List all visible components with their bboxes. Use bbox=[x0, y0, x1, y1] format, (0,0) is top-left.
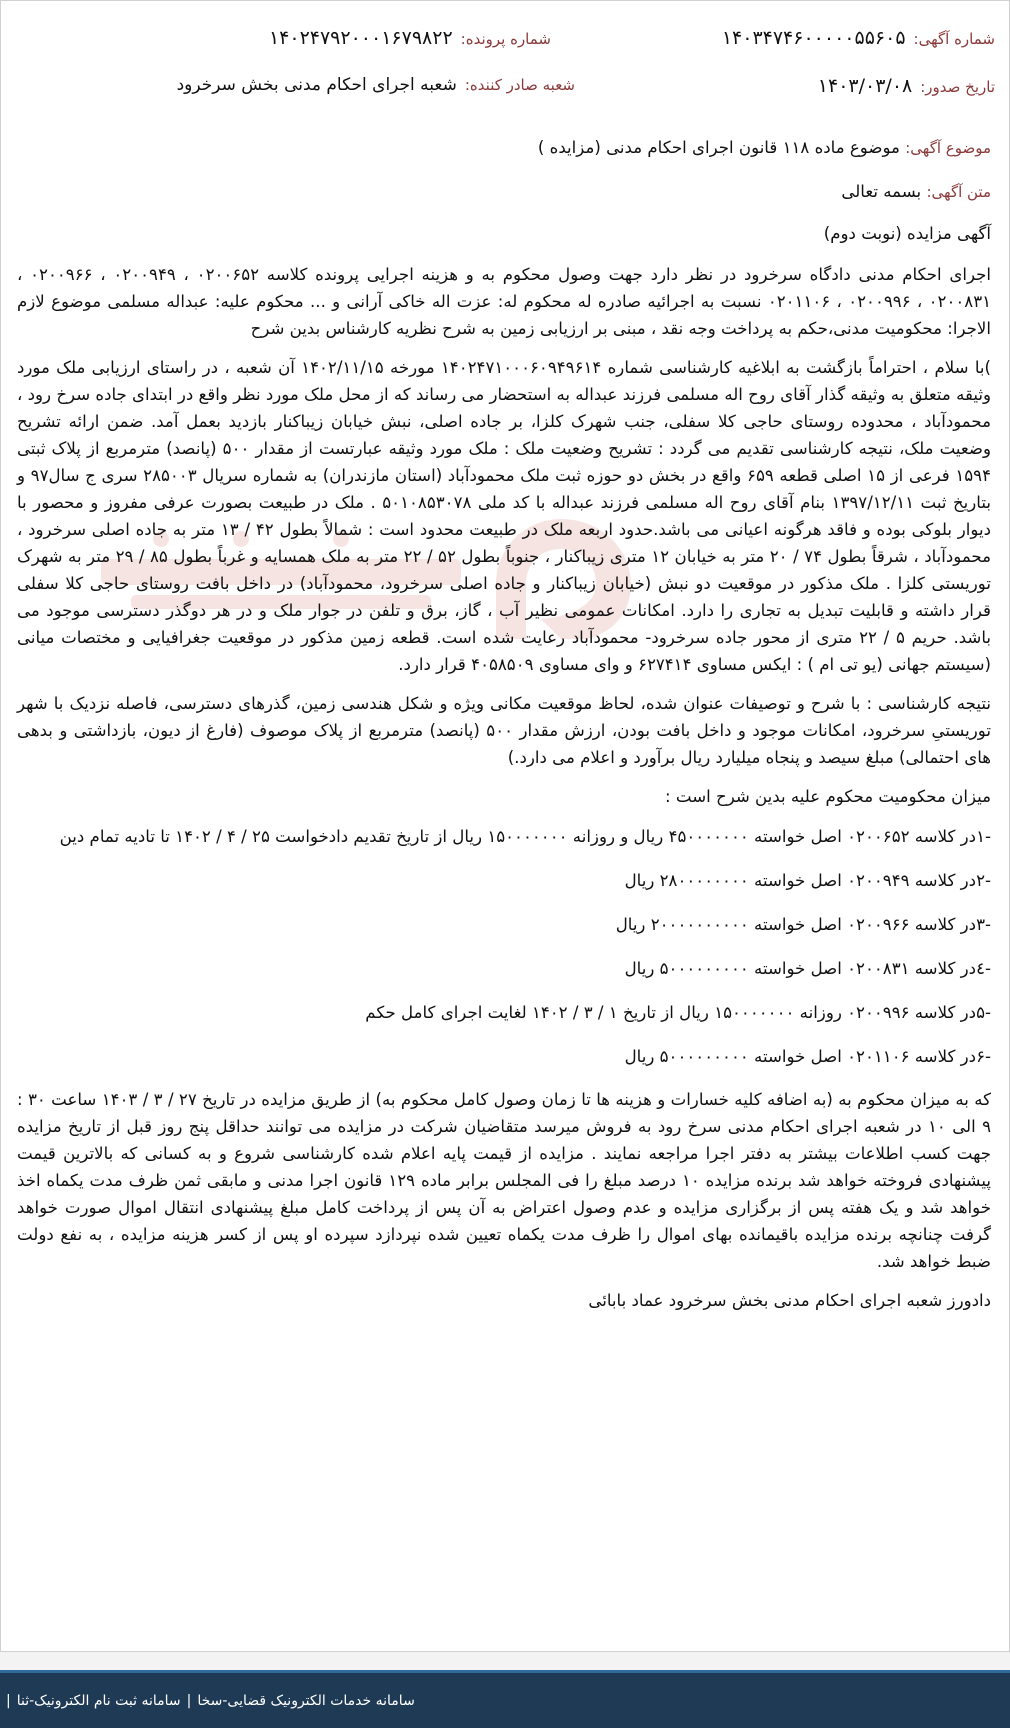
case-number-label: شماره پرونده: bbox=[460, 30, 551, 48]
footer-separator-end: | bbox=[6, 1692, 11, 1709]
footer-bar bbox=[0, 1670, 1010, 1728]
notice-body bbox=[17, 133, 991, 1326]
issue-date: ۱۴۰۳/۰۳/۰۸ bbox=[817, 75, 913, 97]
subject-value: موضوع ماده ۱۱۸ قانون اجرای احکام مدنی (مزایده ) bbox=[537, 138, 900, 157]
judgment-list-heading: میزان محکومیت محکوم علیه بدین شرح است : bbox=[665, 787, 991, 806]
footer-link-sakha[interactable]: سامانه خدمات الکترونیک قضایی-سخا bbox=[197, 1692, 415, 1709]
issue-date-label: تاریخ صدور: bbox=[920, 78, 995, 96]
judgment-item-4: -٤در کلاسه ۰۲۰۰۸۳۱ اصل خواسته ۵۰۰۰۰۰۰۰۰۰ ریال bbox=[624, 959, 991, 978]
body-intro-value: بسمه تعالی bbox=[841, 182, 922, 201]
issuer-label: شعبه صادر کننده: bbox=[464, 76, 575, 94]
judgment-item-5: -۵در کلاسه ۰۲۰۰۹۹۶ روزانه ۱۵۰۰۰۰۰۰۰ ریال از تاریخ ۱ / ۳ / ۱۴۰۲ لغایت اجرای کامل حکم bbox=[365, 1003, 991, 1022]
judgment-item-6: -۶در کلاسه ۰۲۰۱۱۰۶ اصل خواسته ۵۰۰۰۰۰۰۰۰۰ ریال bbox=[624, 1047, 991, 1066]
subject-line bbox=[17, 133, 991, 163]
signature: دادورز شعبه اجرای احکام مدنی بخش سرخرود عماد بابائی bbox=[588, 1291, 991, 1310]
issuer: شعبه اجرای احکام مدنی بخش سرخرود bbox=[176, 75, 457, 95]
notice-title: آگهی مزایده (نوبت دوم) bbox=[823, 224, 991, 243]
case-number: ۱۴۰۲۴۷۹۲۰۰۰۱۶۷۹۸۲۲ bbox=[268, 27, 453, 49]
paragraph-intro: اجرای احکام مدنی دادگاه سرخرود در نظر دارد جهت وصول محکوم به و هزینه اجرایی پرونده کلاسه ۰۲۰۰۶۵۲ ، ۰۲۰۰۹۴۹ ، ۰۲۰۰۹۶۶ ، ۰۲۰۰۸۳۱ ، ۰۲۰۰۹۹۶ ، ۰۲۰۱۱۰۶ نسبت به اجرائیه صادره له محکوم له: عزت اله خاکی آرانی و ... محکوم علیه: عبداله مسلمی موضوع لازم الاجرا: محکومیت مدنی،حکم به پرداخت وجه نقد ، مبنی بر ارزیابی زمین به شرح نظریه کارشناس بدین شرح bbox=[17, 265, 992, 338]
footer-link-sana[interactable]: سامانه ثبت نام الکترونیک-ثنا bbox=[16, 1692, 181, 1709]
notice-number-row bbox=[722, 27, 995, 49]
judgment-item-3: -۳در کلاسه ۰۲۰۰۹۶۶ اصل خواسته ۲۰۰۰۰۰۰۰۰۰۰ ریال bbox=[615, 915, 991, 934]
judgment-item-2: -۲در کلاسه ۰۲۰۰۹۴۹ اصل خواسته ۲۸۰۰۰۰۰۰۰۰ ریال bbox=[624, 871, 991, 890]
issuer-row bbox=[177, 75, 575, 95]
subject-label: موضوع آگهی: bbox=[905, 139, 991, 157]
case-number-row bbox=[269, 27, 551, 49]
notice-number-label: شماره آگهی: bbox=[913, 30, 995, 48]
notice-number: ۱۴۰۳۴۷۴۶۰۰۰۰۰۵۵۶۰۵ bbox=[721, 27, 906, 49]
issue-date-row bbox=[818, 75, 995, 97]
closing-paragraph: که به میزان محکوم به (به اضافه کلیه خسارات و هزینه ها تا زمان وصول کامل محکوم به) از طریق مزایده در تاریخ ۲۷ / ۳ / ۱۴۰۳ ساعت ۳۰ : ۹ الی ۱۰ در شعبه اجرای احکام مدنی سرخ رود به فروش میرسد متقاضیان شرکت در مزایده می توانند حداقل پنج روز قبل از تاریخ مزایده جهت کسب اطلاعات بیشتر به دفتر اجرا مراجعه نمایند . مزایده از قیمت پایه اعلام شده کارشناسی شروع و به کسانی که بالاترین قیمت پیشنهادی فروخته خواهد شد برنده مزایده ۱۰ درصد مبلغ را فی المجلس برابر ماده ۱۲۹ قانون اجرا مدنی و مابقی ثمن ظرف مدت یکماه اخذ خواهد شد و یک هفته پس از برگزاری مزایده و عدم وصول اعتراض به آن پس از پرداخت کامل مبلغ پیشنهادی انتقال اموال صورت خواهد گرفت چنانچه برنده مزایده باقیمانده بهای اموال را ظرف مدت یکماه تعیین شده نپردازد سپرده او پس از کسر هزینه مزایده ، به نفع دولت ضبط خواهد شد. bbox=[17, 1090, 992, 1271]
body-intro-label: متن آگهی: bbox=[926, 183, 991, 201]
footer-separator: | bbox=[186, 1692, 192, 1709]
paragraph-expert-result: نتیجه کارشناسی : با شرح و توصیفات عنوان شده، لحاظ موقعیت مکانی ویژه و شکل هندسی زمین، گذرهای دسترسی، فاصله نزدیک با شهر توریستیِ سرخرود، امکانات موجود و داخل بافت بودن، ارزش مقدار ۵۰۰ (پانصد) مترمربع از پلاک موصوف (فارغ از دیون، بازداشتی و بدهی های احتمالی) مبلغ سیصد و پنجاه میلیارد ریال برآورد و اعلام می دارد.) bbox=[17, 694, 991, 767]
paragraph-expert-report: )با سلام ، احتراماً بازگشت به ابلاغیه کارشناسی شماره ۱۴۰۲۴۷۱۰۰۰۶۰۹۴۹۶۱۴ مورخه ۱۴۰۲/۱۱/۱۵ آن شعبه ، در راستای ارزیابی ملک مورد وثیقه متعلق به وثیقه گذار آقای روح اله مسلمی فرزند عبداله به استحضار می رساند که از محل ملک مورد نظر واقع در ابتدای جاده سرخ رود ، محمودآباد ، محدوده روستای حاجی کلا سفلی، جنب شهرک کلزا، بر جاده اصلی، نبش خیابان زیباکنار بازدید بعمل آمد. ضمن ارائه تشریح وضعیت ملک، نتیجه کارشناسی تقدیم می گردد : تشریح وضعیت ملک : ملک مورد وثیقه عبارتست از مقدار ۵۰۰ (پانصد) مترمربع از پلاک ثبتی ۱۵۹۴ فرعی از ۱۵ اصلی قطعه ۶۵۹ واقع در بخش دو حوزه ثبت ملک محمودآباد (استان مازندران) به شماره سریال ۲۸۵۰۰۳ سری ج سال۹۷ و بتاریخ ثبت ۱۳۹۷/۱۲/۱۱ بنام آقای روح اله مسلمی فرزند عبداله با کد ملی ۵۰۱۰۸۵۳۰۷۸ . ملک در طبیعت بصورت عرفی مفروز و محصور با دیوار بلوکی بوده و فاقد هرگونه اعیانی می باشد.حدود اربعه ملک در طبیعت محدود است : شمالاً بطول ۴۲ / ۱۳ متر به جاده اصلی سرخرود ، محمودآباد ، شرقاً بطول ۷۴ / ۲۰ متر به خیابان ۱۲ متری زیباکنار ، جنوباً بطول ۵۲ / ۲۲ متر به ملک همسایه و غرباً بطول ۸۵ / ۲۹ متر به شهرک توریستی کلزا . ملک مذکور در موقعیت دو نبش (خیابان زیباکنار و جاده اصلی سرخرود، محمودآباد) در داخل بافت روستای حاجی کلا سفلی قرار داشته و قابلیت تبدیل به تجاری را دارد. امکانات عمومی نظیر آب ، گاز، برق و تلفن در جوار ملک و در هر دوگذر دسترسی موجود می باشد. حریم ۵ / ۲۲ متری از محور جاده سرخرود- محمودآباد رعایت شده است. قطعه زمین مذکور در موقعیت جغرافیایی و مختصات میانی (سیستم جهانی (یو تی ام ) : ایکس مساوی ۶۲۷۴۱۴ و وای مساوی ۴۰۵۸۵۰۹ قرار دارد. bbox=[17, 358, 992, 674]
body-intro-line bbox=[17, 177, 991, 207]
judgment-item-1: -۱در کلاسه ۰۲۰۰۶۵۲ اصل خواسته ۴۵۰۰۰۰۰۰۰ ریال و روزانه ۱۵۰۰۰۰۰۰۰ ریال از تاریخ تقدیم دادخواست ۲۵ / ۴ / ۱۴۰۲ تا تادیه تمام دین bbox=[59, 827, 991, 846]
